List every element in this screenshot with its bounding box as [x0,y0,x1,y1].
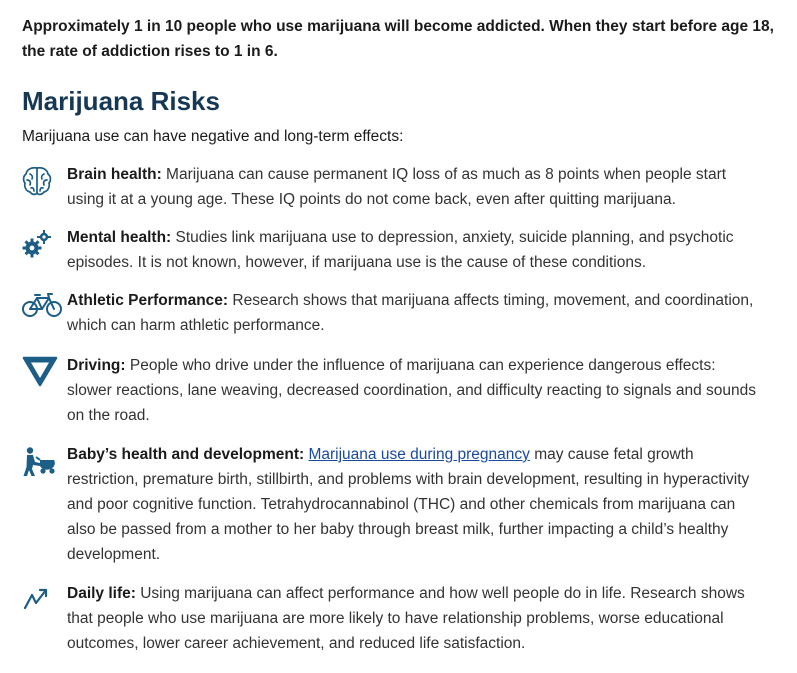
stroller-icon [22,442,67,477]
risk-title: Brain health: [67,166,162,183]
risk-description: Marijuana can cause permanent IQ loss of as much as 8 points when people start using it at a young age. These IQ points do not come back, even after quitting marijuana. [67,166,727,208]
risk-title: Daily life: [67,585,136,602]
risk-text [67,225,757,275]
risk-description: Research shows that marijuana affects timing, movement, and coordination, which can harm athletic performance. [67,292,754,334]
risk-text [67,162,757,212]
lead-text: Marijuana use can have negative and long-term effects: [22,128,404,145]
trend-line-icon [22,581,67,612]
risk-text [67,581,757,656]
list-item [22,442,775,567]
risk-title: Baby’s health and development: [67,446,305,463]
risk-description: Using marijuana can affect performance and how well people do in life. Research shows that people who use marijuana are more likely to have relationship problems, worse educational outcomes, lower career achievement, and reduced life satisfaction. [67,585,745,652]
risk-title: Driving: [67,357,126,374]
bicycle-icon [22,288,67,318]
risk-list [22,162,775,656]
intro-text: Approximately 1 in 10 people who use marijuana will become addicted. When they start before age 18, the rate of addiction rises to 1 in 6. [22,18,774,60]
list-item [22,581,775,656]
risk-text [67,353,757,428]
list-item [22,162,775,212]
brain-icon [22,162,67,197]
risk-description: may cause fetal growth restriction, premature birth, stillbirth, and problems with brain development, resulting in hyperactivity and poor cognitive function. Tetrahydrocannabinol (THC) and other chemicals from marijuana can also be passed from a mother to her baby through breast milk, further impacting a child’s healthy development. [67,446,750,563]
gears-icon [22,225,67,259]
risk-text [67,442,757,567]
risk-description: People who drive under the influence of marijuana can experience dangerous effects: slower reactions, lane weaving, decreased coordination, and difficulty reacting to signals and sounds on the road. [67,357,757,424]
list-item [22,288,775,338]
list-item [22,225,775,275]
risk-description: Studies link marijuana use to depression, anxiety, suicide planning, and psychotic episodes. It is not known, however, if marijuana use is the cause of these conditions. [67,229,734,271]
list-item [22,353,775,428]
risk-title: Athletic Performance: [67,292,229,309]
yield-sign-icon [22,353,67,387]
pregnancy-link[interactable]: Marijuana use during pregnancy [308,446,530,463]
risk-text [67,288,757,338]
risk-title: Mental health: [67,229,172,246]
page-title: Marijuana Risks [22,86,220,116]
